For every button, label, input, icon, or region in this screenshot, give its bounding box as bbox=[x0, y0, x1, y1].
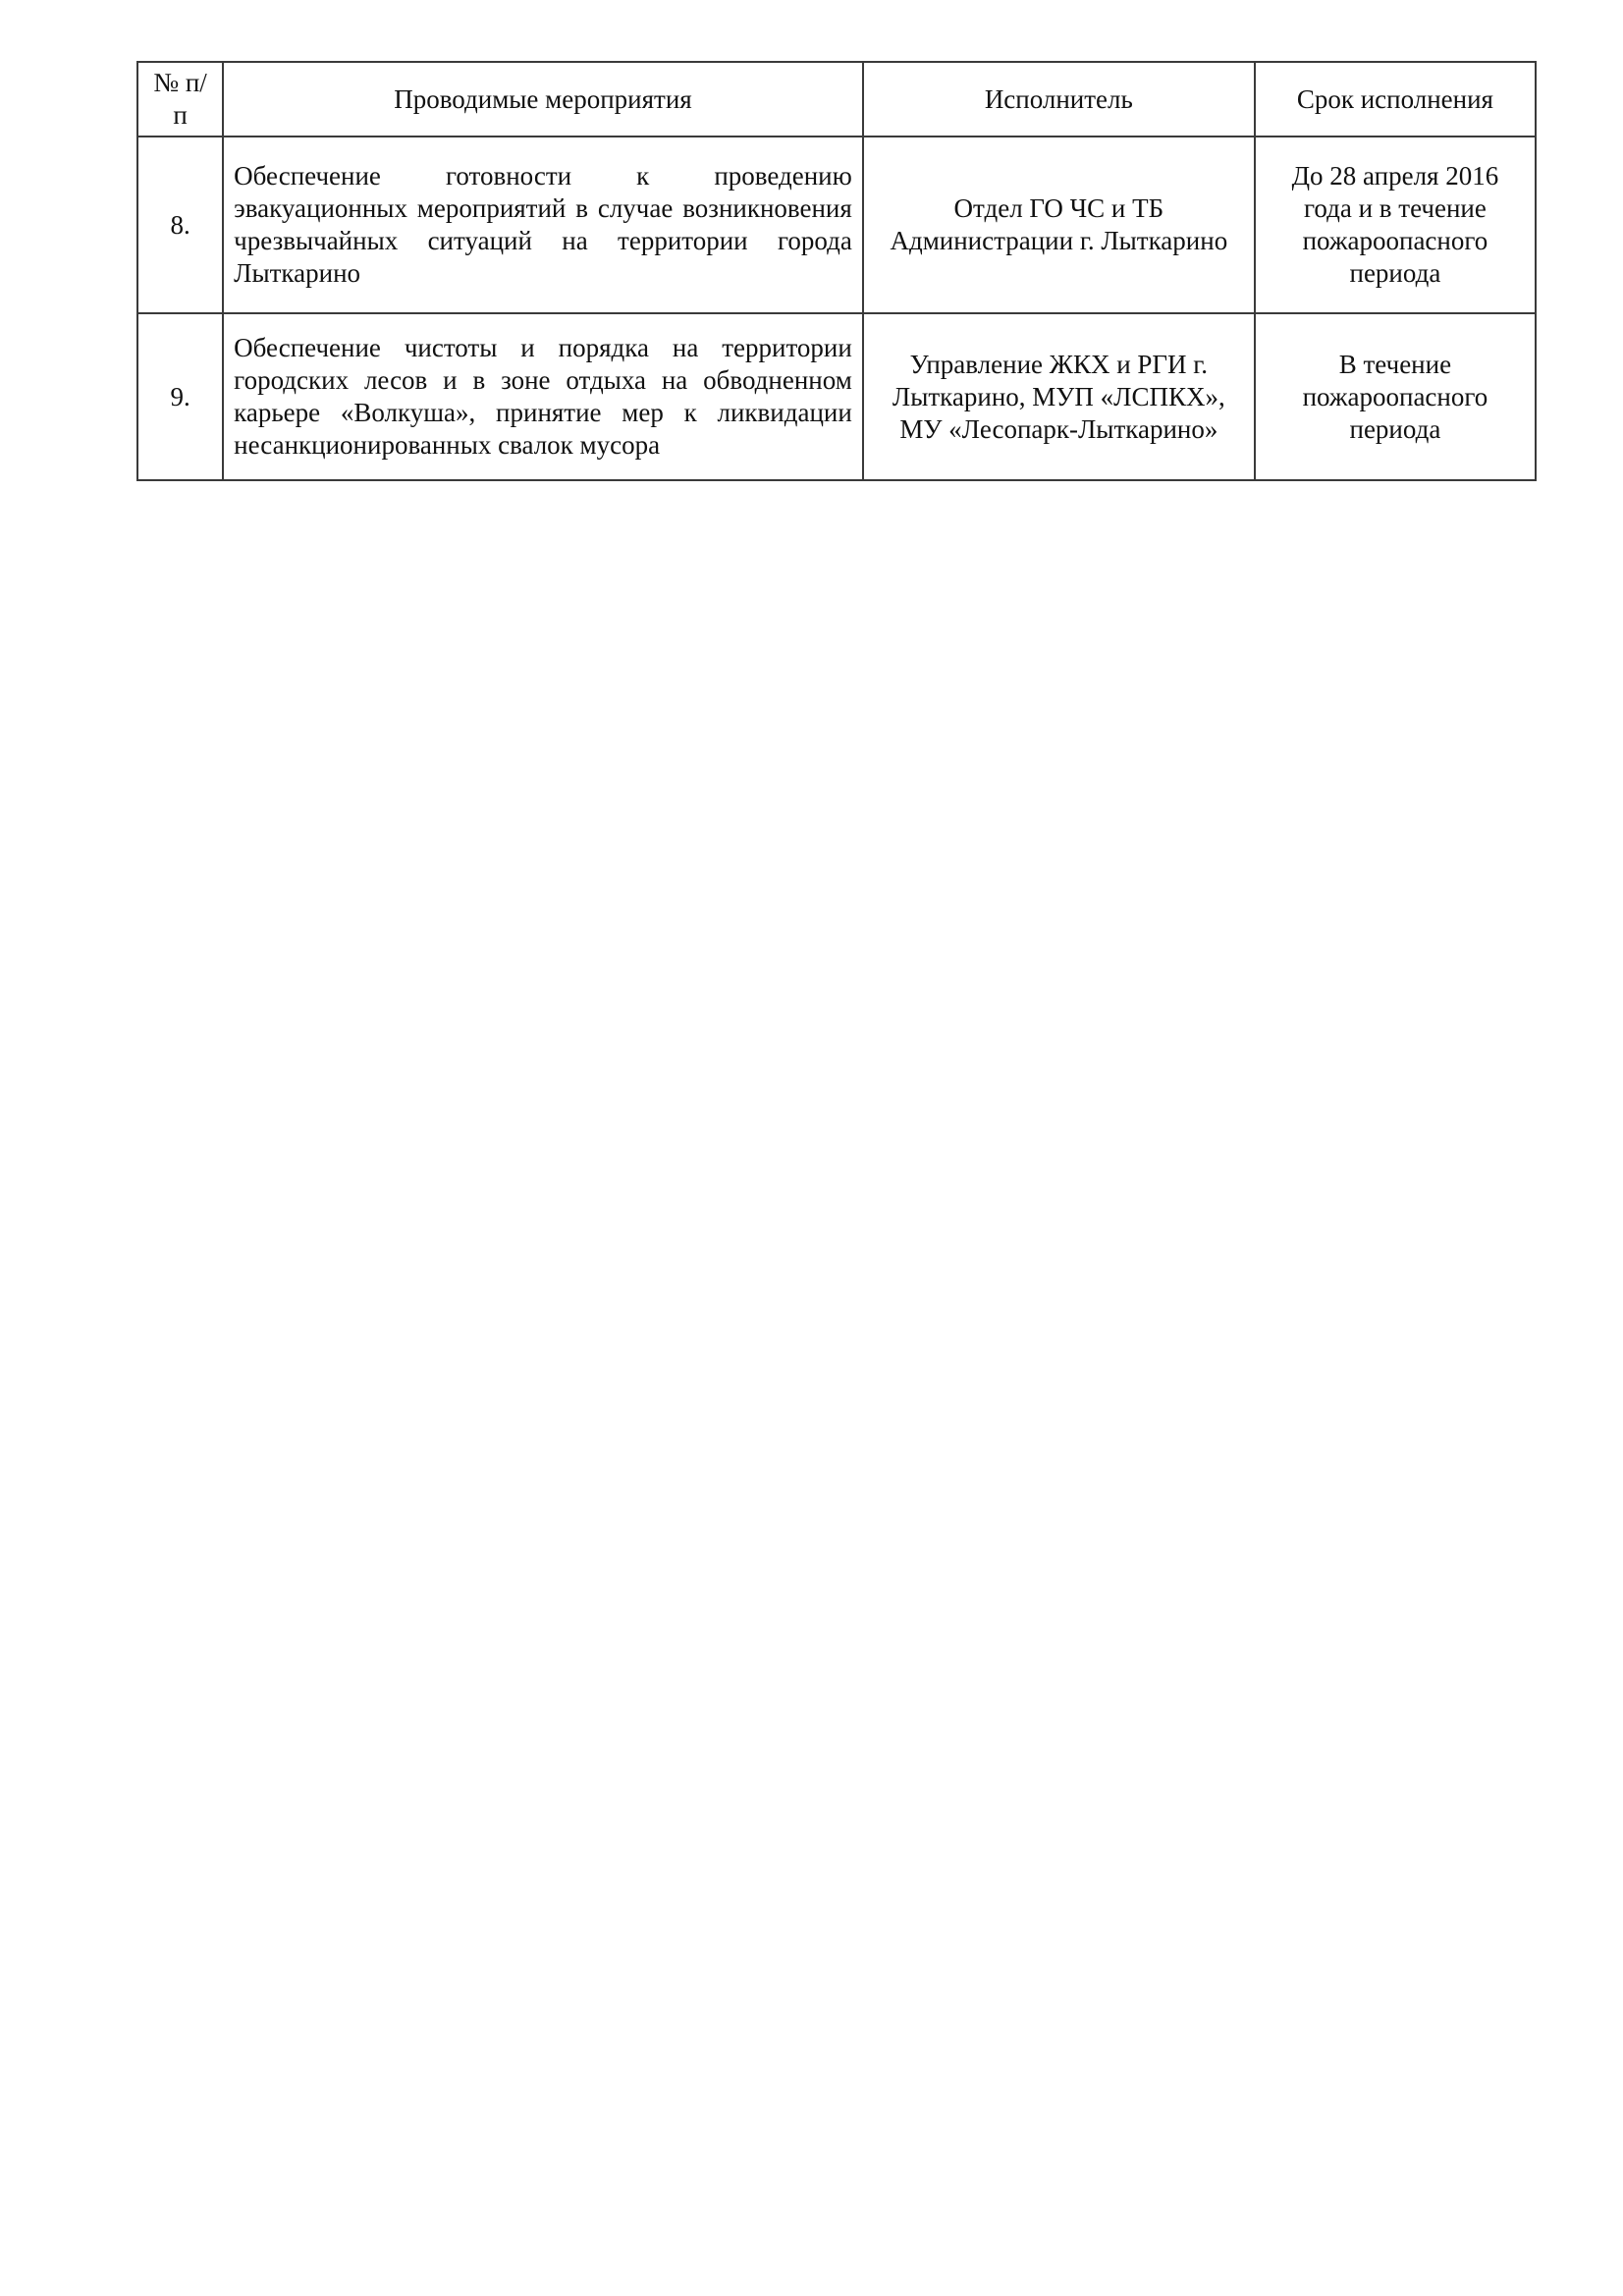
row-executor: Управление ЖКХ и РГИ г. Лыткарино, МУП «ЛСПКХ», МУ «Лесопарк-Лыткарино» bbox=[863, 313, 1255, 480]
table-header-row bbox=[137, 62, 1536, 137]
row-activity: Обеспечение готовности к проведению эвакуационных мероприятий в случае возникновения чрезвычайных ситуаций на территории города Лыткарино bbox=[223, 137, 863, 313]
row-deadline: В течение пожароопасного периода bbox=[1255, 313, 1536, 480]
row-deadline: До 28 апреля 2016 года и в течение пожароопасного периода bbox=[1255, 137, 1536, 313]
header-activity: Проводимые мероприятия bbox=[223, 62, 863, 137]
table-row bbox=[137, 137, 1536, 313]
row-activity: Обеспечение чистоты и порядка на территории городских лесов и в зоне отдыха на обводненном карьере «Волкуша», принятие мер к ликвидации несанкционированных свалок мусора bbox=[223, 313, 863, 480]
row-executor: Отдел ГО ЧС и ТБ Администрации г. Лыткарино bbox=[863, 137, 1255, 313]
header-number: № п/п bbox=[137, 62, 223, 137]
row-number: 9. bbox=[137, 313, 223, 480]
header-executor: Исполнитель bbox=[863, 62, 1255, 137]
table-row bbox=[137, 313, 1536, 480]
row-number: 8. bbox=[137, 137, 223, 313]
activities-table bbox=[136, 61, 1537, 481]
header-deadline: Срок исполнения bbox=[1255, 62, 1536, 137]
